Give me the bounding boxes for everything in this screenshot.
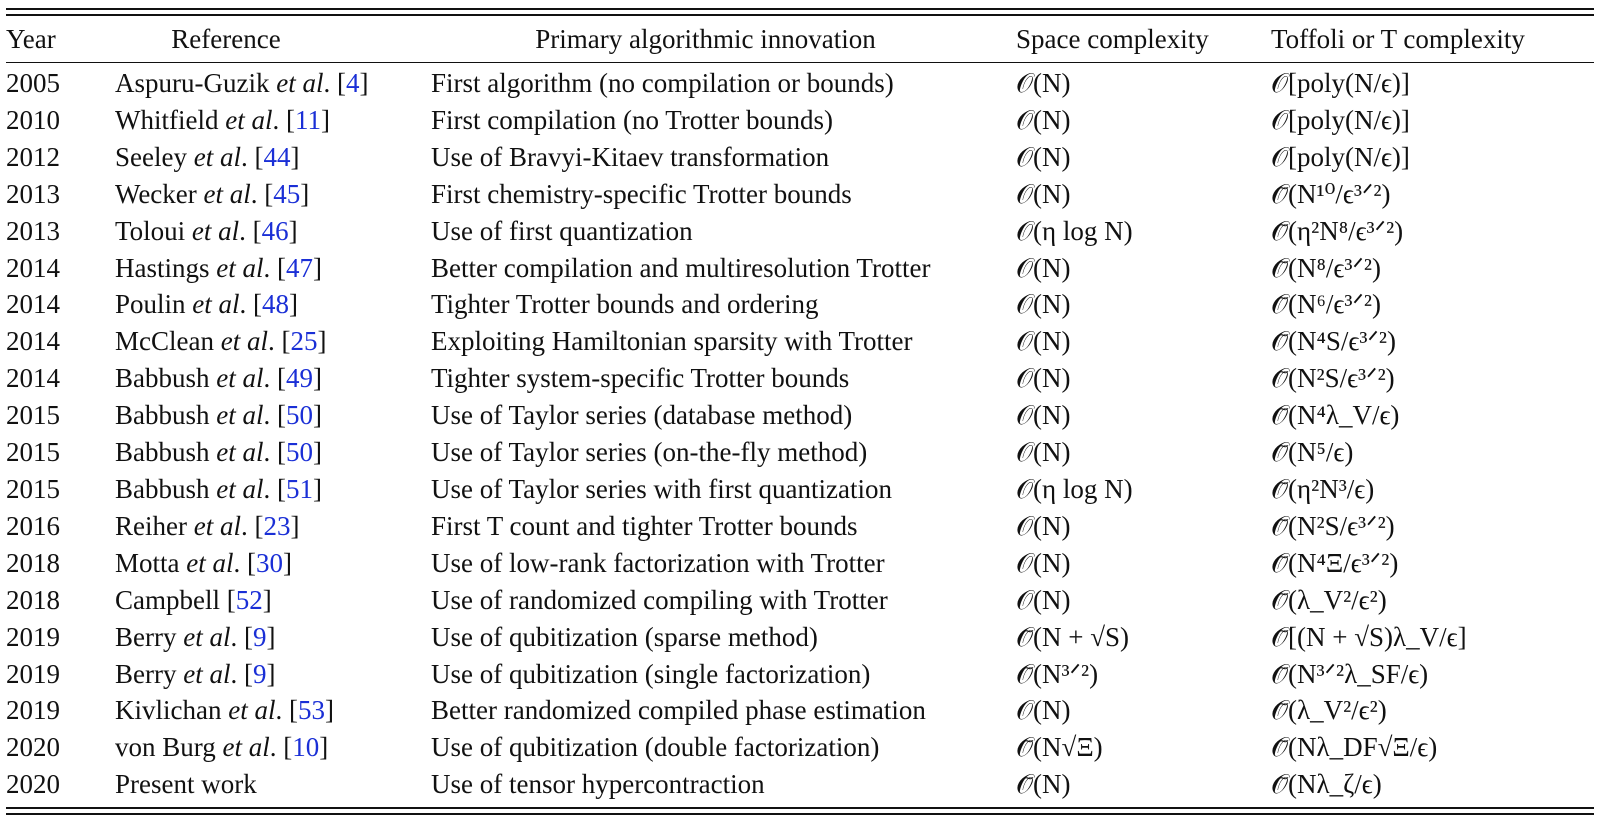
citation-link[interactable]: 4 bbox=[345, 68, 360, 98]
space-complexity-cell: 𝒪(N) bbox=[1016, 141, 1071, 172]
complexity-table bbox=[6, 8, 1594, 815]
citation-link[interactable]: 9 bbox=[252, 621, 267, 652]
citation-open-bracket: [ bbox=[253, 289, 263, 320]
citation-open-bracket: [ bbox=[277, 252, 286, 283]
citation-close-bracket: ] bbox=[324, 695, 334, 726]
citation-close-bracket: ] bbox=[359, 68, 369, 98]
citation-open-bracket: [ bbox=[243, 621, 253, 652]
toffoli-complexity-cell: 𝒪[poly(N/ϵ)] bbox=[1271, 104, 1410, 135]
year-cell: 2014 bbox=[6, 326, 60, 357]
space-complexity-cell: 𝒪(N) bbox=[1016, 68, 1071, 98]
reference-author: Seeley bbox=[115, 141, 194, 172]
reference-et-al: et al bbox=[193, 510, 241, 541]
toffoli-complexity-cell: 𝒪̃(Nλ_DF√Ξ/ϵ) bbox=[1271, 732, 1438, 763]
reference-dot: . bbox=[239, 289, 254, 320]
reference-et-al: et al bbox=[216, 400, 264, 431]
innovation-cell: First chemistry-specific Trotter bounds bbox=[431, 178, 852, 209]
reference-dot: . bbox=[250, 178, 265, 209]
space-complexity-cell: 𝒪(N) bbox=[1016, 178, 1071, 209]
citation-open-bracket: [ bbox=[243, 658, 253, 689]
table-row bbox=[6, 471, 1594, 508]
toffoli-complexity-cell: 𝒪̃(N²S/ϵ³ᐟ²) bbox=[1271, 510, 1395, 541]
citation-close-bracket: ] bbox=[266, 658, 276, 689]
citation-open-bracket: [ bbox=[252, 215, 262, 246]
table-row bbox=[6, 656, 1594, 693]
citation-link[interactable]: 51 bbox=[286, 473, 313, 504]
toffoli-complexity-cell: 𝒪̃(N³ᐟ²λ_SF/ϵ) bbox=[1271, 658, 1429, 689]
reference-author: Berry bbox=[115, 658, 184, 689]
innovation-cell: Use of Taylor series (database method) bbox=[431, 400, 853, 431]
citation-link[interactable]: 46 bbox=[261, 215, 289, 246]
reference-dot: . bbox=[230, 658, 244, 689]
citation-open-bracket: [ bbox=[254, 141, 264, 172]
space-complexity-cell: 𝒪̃(N) bbox=[1016, 769, 1071, 800]
reference-cell bbox=[111, 582, 431, 619]
reference-cell bbox=[111, 508, 431, 545]
citation-link[interactable]: 48 bbox=[262, 289, 290, 320]
table-row bbox=[6, 360, 1594, 397]
table-header bbox=[6, 16, 1594, 62]
reference-author: McClean bbox=[115, 326, 221, 357]
toffoli-complexity-cell: 𝒪̃(N⁴Ξ/ϵ³ᐟ²) bbox=[1271, 547, 1399, 578]
reference-cell bbox=[111, 434, 431, 471]
space-complexity-cell: 𝒪(N) bbox=[1016, 584, 1071, 615]
table-row bbox=[6, 766, 1594, 807]
reference-cell bbox=[111, 176, 431, 213]
toffoli-complexity-cell: 𝒪̃(η²N³/ϵ) bbox=[1271, 473, 1375, 504]
year-cell: 2020 bbox=[6, 769, 60, 800]
reference-author: Babbush bbox=[115, 473, 217, 504]
citation-link[interactable]: 45 bbox=[273, 178, 301, 209]
reference-et-al: et al bbox=[183, 621, 231, 652]
citation-link[interactable]: 52 bbox=[235, 584, 263, 615]
reference-author: Hastings bbox=[115, 252, 217, 283]
reference-cell bbox=[111, 729, 431, 766]
citation-close-bracket: ] bbox=[266, 621, 276, 652]
citation-close-bracket: ] bbox=[313, 437, 322, 468]
year-cell: 2014 bbox=[6, 363, 60, 394]
reference-cell bbox=[111, 139, 431, 176]
toffoli-complexity-cell: 𝒪[poly(N/ϵ)] bbox=[1271, 141, 1410, 172]
year-cell: 2015 bbox=[6, 437, 60, 468]
reference-author: Motta bbox=[115, 547, 187, 578]
year-cell: 2014 bbox=[6, 252, 60, 283]
citation-open-bracket: [ bbox=[281, 326, 291, 357]
header-row bbox=[6, 16, 1594, 62]
innovation-cell: Use of Taylor series with first quantization bbox=[431, 473, 893, 504]
reference-dot: . bbox=[240, 141, 255, 172]
reference-dot: . bbox=[263, 400, 277, 431]
citation-close-bracket: ] bbox=[262, 584, 272, 615]
year-cell: 2014 bbox=[6, 289, 60, 320]
reference-dot: . bbox=[230, 621, 244, 652]
reference-et-al: et al bbox=[216, 363, 264, 394]
innovation-cell: Use of Bravyi-Kitaev transformation bbox=[431, 141, 830, 172]
reference-et-al: et al bbox=[228, 695, 276, 726]
table-row bbox=[6, 692, 1594, 729]
header-reference: Reference bbox=[171, 24, 281, 54]
toffoli-complexity-cell: 𝒪[poly(N/ϵ)] bbox=[1271, 68, 1410, 98]
reference-et-al: et al bbox=[203, 178, 251, 209]
space-complexity-cell: 𝒪(N) bbox=[1016, 363, 1071, 394]
reference-author: Campbell bbox=[115, 584, 227, 615]
reference-et-al: et al bbox=[276, 68, 324, 98]
table-body bbox=[6, 63, 1594, 807]
citation-close-bracket: ] bbox=[317, 326, 327, 357]
reference-et-al: et al bbox=[216, 252, 264, 283]
year-cell: 2016 bbox=[6, 510, 60, 541]
reference-cell bbox=[111, 397, 431, 434]
reference-et-al: et al bbox=[216, 473, 264, 504]
citation-link[interactable]: 9 bbox=[252, 658, 267, 689]
table-row bbox=[6, 139, 1594, 176]
citation-open-bracket: [ bbox=[285, 104, 295, 135]
citation-open-bracket: [ bbox=[226, 584, 236, 615]
space-complexity-cell: 𝒪(N) bbox=[1016, 326, 1071, 357]
innovation-cell: Use of tensor hypercontraction bbox=[431, 769, 765, 800]
reference-author: Aspuru-Guzik bbox=[115, 68, 277, 98]
table-row bbox=[6, 286, 1594, 323]
header-innovation: Primary algorithmic innovation bbox=[535, 24, 876, 54]
reference-cell bbox=[111, 471, 431, 508]
space-complexity-cell: 𝒪(N) bbox=[1016, 289, 1071, 320]
citation-open-bracket: [ bbox=[277, 400, 286, 431]
reference-author: Berry bbox=[115, 621, 184, 652]
reference-cell bbox=[111, 286, 431, 323]
citation-link[interactable]: 49 bbox=[286, 363, 313, 394]
reference-dot: . bbox=[269, 732, 284, 763]
toffoli-complexity-cell: 𝒪̃(N⁵/ϵ) bbox=[1271, 437, 1354, 468]
table-row bbox=[6, 545, 1594, 582]
innovation-cell: Use of low-rank factorization with Trotter bbox=[431, 547, 885, 578]
reference-cell bbox=[111, 656, 431, 693]
toffoli-complexity-cell: 𝒪̃(N⁸/ϵ³ᐟ²) bbox=[1271, 252, 1381, 283]
citation-link[interactable]: 23 bbox=[263, 510, 291, 541]
innovation-cell: Tighter system-specific Trotter bounds bbox=[431, 363, 850, 394]
header-toffoli: Toffoli or T complexity bbox=[1271, 24, 1525, 54]
reference-dot: . bbox=[263, 437, 277, 468]
table-row bbox=[6, 582, 1594, 619]
table-row bbox=[6, 63, 1594, 102]
reference-author: Babbush bbox=[115, 437, 217, 468]
citation-link[interactable]: 47 bbox=[286, 252, 313, 283]
citation-close-bracket: ] bbox=[319, 732, 329, 763]
reference-et-al: et al bbox=[225, 104, 273, 135]
table-row bbox=[6, 729, 1594, 766]
citation-link[interactable]: 50 bbox=[286, 437, 313, 468]
space-complexity-cell: 𝒪(η log N) bbox=[1016, 473, 1133, 504]
space-complexity-cell: 𝒪̃(N√Ξ) bbox=[1016, 732, 1103, 763]
toffoli-complexity-cell: 𝒪̃(N²S/ϵ³ᐟ²) bbox=[1271, 363, 1395, 394]
bottom-double-rule bbox=[6, 807, 1594, 815]
reference-et-al: et al bbox=[216, 437, 264, 468]
table-row bbox=[6, 176, 1594, 213]
toffoli-complexity-cell: 𝒪̃(η²N⁸/ϵ³ᐟ²) bbox=[1271, 215, 1404, 246]
toffoli-complexity-cell: 𝒪̃(N⁴S/ϵ³ᐟ²) bbox=[1271, 326, 1396, 357]
reference-author: von Burg bbox=[115, 732, 223, 763]
reference-et-al: et al bbox=[222, 732, 270, 763]
reference-author: Babbush bbox=[115, 400, 217, 431]
citation-close-bracket: ] bbox=[290, 141, 300, 172]
toffoli-complexity-cell: 𝒪̃(λ_V²/ϵ²) bbox=[1271, 584, 1387, 615]
table-row bbox=[6, 213, 1594, 250]
innovation-cell: Use of randomized compiling with Trotter bbox=[431, 584, 888, 615]
citation-link[interactable]: 44 bbox=[263, 141, 291, 172]
reference-cell bbox=[111, 250, 431, 287]
citation-link[interactable]: 25 bbox=[290, 326, 318, 357]
innovation-cell: Use of qubitization (double factorization) bbox=[431, 732, 880, 763]
reference-author: Toloui bbox=[115, 215, 192, 246]
citation-close-bracket: ] bbox=[313, 400, 322, 431]
table-row bbox=[6, 397, 1594, 434]
reference-et-al: et al bbox=[183, 658, 231, 689]
year-cell: 2019 bbox=[6, 658, 60, 689]
reference-dot: . bbox=[272, 104, 286, 135]
space-complexity-cell: 𝒪(N) bbox=[1016, 547, 1071, 578]
toffoli-complexity-cell: 𝒪̃[(N + √S)λ_V/ϵ] bbox=[1271, 621, 1467, 652]
innovation-cell: First T count and tighter Trotter bounds bbox=[431, 510, 858, 541]
reference-author: Whitfield bbox=[115, 104, 226, 135]
year-cell: 2020 bbox=[6, 732, 60, 763]
top-double-rule bbox=[6, 8, 1594, 16]
toffoli-complexity-cell: 𝒪̃(N¹⁰/ϵ³ᐟ²) bbox=[1271, 178, 1391, 209]
citation-open-bracket: [ bbox=[336, 68, 346, 98]
year-cell: 2010 bbox=[6, 104, 60, 135]
space-complexity-cell: 𝒪(N) bbox=[1016, 104, 1071, 135]
year-cell: 2019 bbox=[6, 695, 60, 726]
toffoli-complexity-cell: 𝒪̃(N⁶/ϵ³ᐟ²) bbox=[1271, 289, 1381, 320]
year-cell: 2012 bbox=[6, 141, 60, 172]
innovation-cell: Use of first quantization bbox=[431, 215, 693, 246]
citation-open-bracket: [ bbox=[264, 178, 274, 209]
toffoli-complexity-cell: 𝒪̃(λ_V²/ϵ²) bbox=[1271, 695, 1387, 726]
citation-open-bracket: [ bbox=[254, 510, 264, 541]
reference-dot: . bbox=[240, 510, 255, 541]
table-row bbox=[6, 619, 1594, 656]
citation-open-bracket: [ bbox=[277, 473, 286, 504]
reference-dot: . bbox=[239, 215, 253, 246]
reference-author: Kivlichan bbox=[115, 695, 229, 726]
citation-close-bracket: ] bbox=[288, 215, 298, 246]
reference-cell bbox=[111, 545, 431, 582]
space-complexity-cell: 𝒪̃(N³ᐟ²) bbox=[1016, 658, 1099, 689]
innovation-cell: First algorithm (no compilation or bounds) bbox=[431, 68, 894, 98]
citation-close-bracket: ] bbox=[290, 510, 300, 541]
toffoli-complexity-cell: 𝒪̃(Nλ_ζ/ϵ) bbox=[1271, 769, 1382, 800]
year-cell: 2005 bbox=[6, 68, 60, 98]
citation-open-bracket: [ bbox=[247, 547, 256, 578]
year-cell: 2018 bbox=[6, 584, 60, 615]
space-complexity-cell: 𝒪̃(N + √S) bbox=[1016, 621, 1130, 652]
year-cell: 2013 bbox=[6, 215, 60, 246]
year-cell: 2019 bbox=[6, 621, 60, 652]
citation-close-bracket: ] bbox=[313, 363, 322, 394]
reference-dot: . bbox=[323, 68, 337, 98]
citation-close-bracket: ] bbox=[320, 104, 330, 135]
citation-open-bracket: [ bbox=[277, 363, 286, 394]
innovation-cell: Exploiting Hamiltonian sparsity with Trotter bbox=[431, 326, 913, 357]
table-row bbox=[6, 250, 1594, 287]
reference-et-al: et al bbox=[186, 547, 234, 578]
reference-author: Reiher bbox=[115, 510, 194, 541]
reference-cell bbox=[111, 692, 431, 729]
citation-open-bracket: [ bbox=[288, 695, 298, 726]
reference-dot: . bbox=[233, 547, 247, 578]
reference-et-al: et al bbox=[192, 289, 240, 320]
innovation-cell: Tighter Trotter bounds and ordering bbox=[431, 289, 819, 320]
citation-link[interactable]: 11 bbox=[294, 104, 321, 135]
reference-dot: . bbox=[263, 252, 277, 283]
reference-dot: . bbox=[263, 473, 277, 504]
citation-close-bracket: ] bbox=[283, 547, 292, 578]
citation-open-bracket: [ bbox=[277, 437, 286, 468]
year-cell: 2015 bbox=[6, 400, 60, 431]
year-cell: 2013 bbox=[6, 178, 60, 209]
innovation-cell: Use of Taylor series (on-the-fly method) bbox=[431, 437, 868, 468]
reference-et-al: et al bbox=[191, 215, 240, 246]
citation-open-bracket: [ bbox=[283, 732, 293, 763]
space-complexity-cell: 𝒪(N) bbox=[1016, 510, 1071, 541]
space-complexity-cell: 𝒪(N) bbox=[1016, 252, 1071, 283]
reference-dot: . bbox=[267, 326, 282, 357]
year-cell: 2015 bbox=[6, 473, 60, 504]
citation-close-bracket: ] bbox=[289, 289, 299, 320]
table-row bbox=[6, 434, 1594, 471]
reference-cell bbox=[111, 102, 431, 139]
reference-cell bbox=[111, 360, 431, 397]
reference-cell bbox=[111, 323, 431, 360]
reference-cell bbox=[111, 63, 431, 102]
reference-author: Wecker bbox=[115, 178, 204, 209]
reference-cell bbox=[111, 619, 431, 656]
table-row bbox=[6, 323, 1594, 360]
innovation-cell: Better randomized compiled phase estimation bbox=[431, 695, 926, 726]
citation-link[interactable]: 53 bbox=[297, 695, 325, 726]
toffoli-complexity-cell: 𝒪̃(N⁴λ_V/ϵ) bbox=[1271, 400, 1400, 431]
space-complexity-cell: 𝒪(η log N) bbox=[1016, 215, 1133, 246]
citation-close-bracket: ] bbox=[313, 252, 322, 283]
citation-link[interactable]: 10 bbox=[292, 732, 320, 763]
innovation-cell: Use of qubitization (single factorization) bbox=[431, 658, 871, 689]
reference-cell bbox=[111, 213, 431, 250]
space-complexity-cell: 𝒪(N) bbox=[1016, 695, 1071, 726]
header-year: Year bbox=[6, 24, 56, 54]
reference-author: Present work bbox=[115, 769, 257, 800]
innovation-cell: Better compilation and multiresolution Trotter bbox=[431, 252, 931, 283]
reference-et-al: et al bbox=[193, 141, 241, 172]
space-complexity-cell: 𝒪(N) bbox=[1016, 400, 1071, 431]
citation-close-bracket: ] bbox=[300, 178, 310, 209]
reference-et-al: et al bbox=[220, 326, 268, 357]
algorithm-table-body bbox=[6, 63, 1594, 807]
reference-author: Babbush bbox=[115, 363, 217, 394]
innovation-cell: First compilation (no Trotter bounds) bbox=[431, 104, 834, 135]
citation-close-bracket: ] bbox=[313, 473, 322, 504]
table-row bbox=[6, 102, 1594, 139]
citation-link[interactable]: 50 bbox=[286, 400, 313, 431]
reference-author: Poulin bbox=[115, 289, 193, 320]
reference-dot: . bbox=[263, 363, 277, 394]
header-space: Space complexity bbox=[1016, 24, 1209, 54]
innovation-cell: Use of qubitization (sparse method) bbox=[431, 621, 818, 652]
reference-cell bbox=[111, 766, 431, 807]
space-complexity-cell: 𝒪(N) bbox=[1016, 437, 1071, 468]
year-cell: 2018 bbox=[6, 547, 60, 578]
reference-dot: . bbox=[275, 695, 289, 726]
algorithm-table bbox=[6, 16, 1594, 62]
citation-link[interactable]: 30 bbox=[256, 547, 283, 578]
table-row bbox=[6, 508, 1594, 545]
